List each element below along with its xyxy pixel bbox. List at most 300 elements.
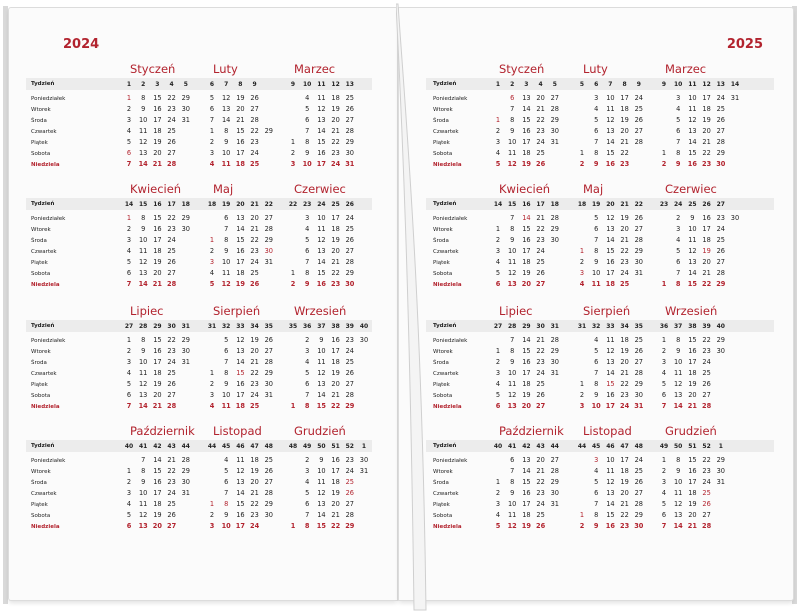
day-label-sobota: Sobota — [31, 271, 51, 277]
week-number: 38 — [688, 322, 697, 330]
calendar-day: 4 — [594, 105, 599, 113]
calendar-day: 27 — [167, 149, 176, 157]
calendar-day: 9 — [305, 149, 310, 157]
calendar-day: 13 — [673, 511, 683, 519]
calendar-day: 4 — [676, 236, 681, 244]
calendar-day: 6 — [305, 116, 310, 124]
week-label: Tydzień — [31, 443, 55, 449]
calendar-day: 10 — [221, 522, 231, 530]
calendar-day: 2 — [579, 522, 585, 530]
calendar-day: 11 — [688, 105, 697, 113]
day-label-sobota: Sobota — [31, 151, 51, 157]
day-label-poniedzia-ek: Poniedziałek — [31, 458, 66, 464]
calendar-day: 1 — [661, 456, 667, 464]
calendar-day: 25 — [536, 149, 545, 157]
calendar-day: 14 — [673, 402, 683, 410]
calendar-day: 21 — [620, 500, 629, 508]
calendar-day: 6 — [495, 402, 501, 410]
calendar-day: 30 — [716, 347, 725, 355]
week-number: 18 — [577, 200, 587, 208]
calendar-day: 26 — [716, 116, 725, 124]
day-label-czwartek: Czwartek — [433, 129, 459, 135]
month-title-styczen: Styczeń — [499, 62, 545, 76]
week-number: 12 — [702, 80, 711, 88]
week-number: 44 — [181, 442, 190, 450]
calendar-day: 31 — [730, 94, 740, 102]
day-label-niedziela: Niedziela — [433, 524, 462, 530]
calendar-day: 22 — [167, 214, 176, 222]
calendar-day: 1 — [579, 149, 585, 157]
calendar-day: 11 — [221, 402, 231, 410]
calendar-day: 22 — [620, 247, 629, 255]
calendar-day: 21 — [536, 467, 545, 475]
calendar-day: 4 — [495, 149, 501, 157]
week-number: 45 — [222, 442, 231, 450]
week-number: 24 — [317, 200, 326, 208]
calendar-day: 7 — [510, 105, 515, 113]
calendar-day: 15 — [236, 127, 245, 135]
calendar-day: 23 — [702, 467, 711, 475]
calendar-day: 21 — [620, 236, 629, 244]
calendar-day: 16 — [606, 391, 615, 399]
calendar-day: 7 — [305, 258, 310, 266]
calendar-day: 26 — [264, 336, 273, 344]
calendar-day: 9 — [304, 280, 310, 288]
calendar-day: 16 — [688, 467, 697, 475]
calendar-day: 9 — [594, 391, 599, 399]
calendar-day: 13 — [606, 225, 615, 233]
calendar-day: 28 — [716, 269, 725, 277]
month-title-maj: Maj — [213, 182, 234, 196]
calendar-day: 10 — [317, 467, 326, 475]
calendar-day: 18 — [620, 105, 629, 113]
week-number: 18 — [550, 200, 559, 208]
day-label-niedziela: Niedziela — [433, 404, 462, 410]
calendar-day: 20 — [620, 225, 629, 233]
day-label-niedziela: Niedziela — [31, 404, 60, 410]
week-number: 37 — [317, 322, 326, 330]
calendar-day: 11 — [317, 358, 326, 366]
calendar-day: 29 — [264, 500, 273, 508]
calendar-day: 28 — [702, 402, 712, 410]
month-title-styczen: Styczeń — [130, 62, 176, 76]
calendar-day: 12 — [317, 489, 326, 497]
calendar-day: 18 — [153, 500, 162, 508]
calendar-day: 20 — [688, 391, 697, 399]
calendar-day: 22 — [250, 500, 259, 508]
month-title-luty: Luty — [583, 62, 608, 76]
calendar-day: 18 — [250, 456, 259, 464]
calendar-day: 19 — [521, 522, 531, 530]
calendar-day: 6 — [676, 127, 681, 135]
calendar-day: 7 — [126, 280, 132, 288]
calendar-day: 16 — [153, 105, 162, 113]
calendar-day: 3 — [495, 369, 501, 377]
calendar-day: 24 — [620, 402, 630, 410]
calendar-day: 24 — [250, 391, 259, 399]
calendar-day: 26 — [167, 380, 176, 388]
calendar-day: 25 — [167, 500, 176, 508]
calendar-day: 20 — [620, 358, 629, 366]
calendar-day: 29 — [634, 247, 643, 255]
calendar-day: 19 — [688, 380, 697, 388]
calendar-day: 7 — [224, 225, 229, 233]
calendar-day: 23 — [702, 347, 711, 355]
calendar-day: 23 — [167, 347, 176, 355]
week-number: 19 — [592, 200, 601, 208]
calendar-day: 14 — [688, 269, 697, 277]
calendar-day: 24 — [536, 369, 545, 377]
week-number: 44 — [550, 442, 559, 450]
calendar-day: 21 — [620, 369, 629, 377]
day-label-piatek: Piątek — [433, 140, 450, 146]
week-number: 25 — [688, 200, 697, 208]
calendar-day: 28 — [167, 402, 177, 410]
calendar-day: 17 — [316, 160, 326, 168]
day-label-wtorek: Wtorek — [433, 107, 453, 113]
week-number: 18 — [181, 200, 190, 208]
calendar-day: 8 — [594, 380, 599, 388]
calendar-day: 6 — [495, 280, 501, 288]
week-number: 36 — [659, 322, 669, 330]
week-number: 23 — [303, 200, 312, 208]
calendar-day: 18 — [153, 369, 162, 377]
calendar-day: 4 — [126, 127, 132, 135]
calendar-day: 20 — [250, 478, 259, 486]
calendar-day: 23 — [250, 138, 259, 146]
month-title-wrzesien: Wrzesień — [294, 304, 347, 318]
calendar-day: 8 — [224, 369, 229, 377]
calendar-day: 5 — [305, 105, 310, 113]
calendar-day: 24 — [620, 269, 629, 277]
calendar-day: 21 — [152, 160, 162, 168]
calendar-day: 12 — [138, 138, 148, 146]
calendar-day: 6 — [305, 380, 310, 388]
calendar-day: 5 — [126, 258, 132, 266]
calendar-day: 22 — [702, 456, 711, 464]
calendar-day: 25 — [634, 336, 643, 344]
calendar-day: 6 — [209, 105, 215, 113]
week-number: 45 — [592, 442, 601, 450]
day-label-sroda: Środa — [31, 480, 47, 486]
calendar-day: 13 — [606, 489, 615, 497]
calendar-day: 24 — [345, 467, 354, 475]
week-number: 30 — [167, 322, 176, 330]
calendar-day: 3 — [305, 467, 310, 475]
week-number: 40 — [124, 442, 134, 450]
calendar-day: 21 — [250, 489, 259, 497]
calendar-day: 8 — [676, 149, 681, 157]
calendar-day: 2 — [495, 236, 501, 244]
week-number: 50 — [674, 442, 683, 450]
calendar-day: 14 — [138, 402, 148, 410]
calendar-day: 25 — [250, 160, 260, 168]
week-number: 11 — [688, 80, 697, 88]
calendar-day: 5 — [495, 269, 501, 277]
calendar-day: 14 — [522, 105, 531, 113]
calendar-day: 21 — [152, 280, 162, 288]
calendar-day: 25 — [250, 402, 260, 410]
calendar-day: 16 — [606, 258, 615, 266]
calendar-day: 10 — [591, 269, 601, 277]
week-number: 48 — [634, 442, 643, 450]
calendar-day: 15 — [606, 511, 615, 519]
week-number: 35 — [634, 322, 643, 330]
calendar-day: 30 — [181, 105, 190, 113]
calendar-day: 1 — [290, 402, 296, 410]
bookmark-ribbon[interactable] — [396, 0, 430, 614]
calendar-day: 24 — [167, 489, 176, 497]
calendar-day: 22 — [331, 402, 341, 410]
calendar-day: 8 — [676, 336, 681, 344]
calendar-day: 2 — [676, 214, 681, 222]
day-label-czwartek: Czwartek — [31, 491, 57, 497]
calendar-day: 5 — [661, 380, 667, 388]
week-number: 15 — [139, 200, 148, 208]
week-number: 41 — [139, 442, 148, 450]
calendar-day: 13 — [236, 478, 245, 486]
quarter-1 — [9, 60, 397, 178]
calendar-day: 31 — [550, 138, 559, 146]
week-number: 31 — [550, 322, 559, 330]
calendar-day: 16 — [331, 336, 340, 344]
calendar-day: 19 — [620, 214, 629, 222]
calendar-day: 18 — [235, 160, 245, 168]
calendar-day: 9 — [319, 456, 324, 464]
calendar-day: 29 — [550, 478, 559, 486]
week-number: 5 — [552, 80, 557, 88]
calendar-day: 5 — [126, 138, 132, 146]
calendar-day: 4 — [661, 489, 667, 497]
calendar-day: 10 — [138, 236, 148, 244]
calendar-day: 1 — [290, 269, 296, 277]
calendar-day: 11 — [507, 149, 517, 157]
calendar-day: 25 — [702, 369, 711, 377]
calendar-day: 19 — [702, 116, 711, 124]
calendar-day: 4 — [305, 225, 310, 233]
calendar-day: 27 — [345, 380, 354, 388]
calendar-day: 9 — [224, 138, 229, 146]
calendar-day: 15 — [522, 116, 531, 124]
calendar-day: 21 — [536, 105, 545, 113]
calendar-day: 26 — [167, 138, 176, 146]
calendar-day: 14 — [138, 160, 148, 168]
calendar-day: 29 — [716, 149, 725, 157]
day-label-wtorek: Wtorek — [31, 469, 51, 475]
calendar-day: 20 — [702, 258, 711, 266]
calendar-day: 10 — [507, 500, 517, 508]
week-number: 9 — [290, 80, 296, 88]
calendar-day: 27 — [250, 105, 259, 113]
calendar-day: 20 — [521, 280, 531, 288]
calendar-day: 3 — [495, 500, 501, 508]
calendar-day: 26 — [345, 489, 354, 497]
calendar-day: 24 — [536, 500, 545, 508]
calendar-day: 5 — [305, 489, 310, 497]
calendar-day: 15 — [522, 225, 531, 233]
calendar-day: 16 — [331, 456, 340, 464]
calendar-day: 29 — [550, 347, 559, 355]
calendar-day: 30 — [359, 336, 369, 344]
calendar-day: 24 — [167, 116, 176, 124]
week-number: 21 — [250, 200, 259, 208]
calendar-day: 20 — [331, 500, 340, 508]
calendar-day: 23 — [167, 105, 176, 113]
calendar-day: 18 — [153, 127, 162, 135]
calendar-day: 3 — [661, 358, 667, 366]
calendar-day: 15 — [153, 336, 162, 344]
calendar-day: 3 — [126, 236, 132, 244]
calendar-day: 17 — [605, 402, 615, 410]
calendar-day: 7 — [510, 336, 515, 344]
day-label-sroda: Środa — [433, 480, 449, 486]
calendar-day: 27 — [702, 511, 711, 519]
calendar-day: 10 — [138, 489, 148, 497]
calendar-day: 21 — [687, 402, 697, 410]
calendar-day: 3 — [290, 160, 296, 168]
calendar-day: 21 — [702, 138, 711, 146]
calendar-day: 14 — [221, 116, 231, 124]
calendar-day: 21 — [687, 522, 697, 530]
calendar-day: 2 — [305, 336, 310, 344]
calendar-day: 17 — [702, 225, 711, 233]
day-label-poniedzia-ek: Poniedziałek — [31, 216, 66, 222]
calendar-day: 1 — [290, 522, 296, 530]
calendar-day: 17 — [331, 467, 340, 475]
calendar-day: 28 — [264, 489, 273, 497]
calendar-day: 15 — [687, 280, 697, 288]
quarter-4 — [9, 422, 397, 540]
week-number: 37 — [674, 322, 683, 330]
calendar-day: 25 — [250, 269, 259, 277]
calendar-day: 17 — [153, 236, 162, 244]
calendar-day: 27 — [634, 127, 643, 135]
calendar-day: 15 — [236, 236, 245, 244]
day-label-piatek: Piątek — [31, 260, 48, 266]
calendar-day: 28 — [550, 214, 559, 222]
calendar-day: 11 — [606, 336, 615, 344]
calendar-day: 23 — [702, 160, 712, 168]
calendar-day: 26 — [702, 380, 711, 388]
calendar-day: 3 — [209, 391, 215, 399]
calendar-day: 9 — [676, 347, 681, 355]
calendar-day: 26 — [536, 269, 545, 277]
calendar-day: 20 — [331, 116, 340, 124]
calendar-day: 25 — [536, 511, 545, 519]
calendar-day: 11 — [138, 500, 148, 508]
calendar-day: 12 — [507, 160, 517, 168]
calendar-day: 12 — [606, 214, 615, 222]
calendar-day: 11 — [138, 247, 148, 255]
week-number: 10 — [303, 80, 312, 88]
calendar-day: 4 — [224, 456, 229, 464]
calendar-day: 22 — [167, 467, 176, 475]
calendar-day: 5 — [224, 467, 229, 475]
calendar-day: 1 — [126, 214, 132, 222]
calendar-day: 6 — [510, 94, 515, 102]
calendar-day: 8 — [141, 336, 146, 344]
calendar-day: 14 — [317, 258, 326, 266]
calendar-day: 18 — [331, 478, 340, 486]
calendar-day: 5 — [305, 369, 310, 377]
month-title-pazdziernik: Październik — [130, 424, 195, 438]
calendar-day: 13 — [236, 214, 245, 222]
calendar-day: 18 — [153, 247, 162, 255]
calendar-day: 19 — [522, 391, 531, 399]
calendar-day: 19 — [331, 489, 340, 497]
calendar-day: 10 — [688, 94, 697, 102]
calendar-day: 27 — [716, 258, 725, 266]
calendar-day: 19 — [153, 258, 162, 266]
calendar-day: 29 — [345, 402, 355, 410]
calendar-day: 2 — [209, 247, 215, 255]
calendar-day: 8 — [141, 214, 146, 222]
calendar-day: 14 — [236, 358, 245, 366]
calendar-day: 19 — [522, 269, 531, 277]
calendar-day: 5 — [495, 160, 501, 168]
calendar-day: 28 — [345, 391, 354, 399]
calendar-day: 19 — [620, 347, 629, 355]
calendar-day: 24 — [634, 456, 643, 464]
calendar-day: 2 — [661, 347, 667, 355]
calendar-day: 25 — [634, 105, 643, 113]
calendar-day: 2 — [209, 138, 215, 146]
calendar-day: 30 — [264, 511, 273, 519]
week-number: 34 — [250, 322, 259, 330]
calendar-day: 28 — [264, 358, 273, 366]
calendar-day: 20 — [250, 347, 259, 355]
day-label-wtorek: Wtorek — [31, 107, 51, 113]
calendar-day: 21 — [331, 127, 340, 135]
calendar-day: 17 — [688, 358, 697, 366]
week-number: 18 — [207, 200, 217, 208]
calendar-day: 20 — [702, 127, 711, 135]
calendar-day: 1 — [579, 247, 585, 255]
calendar-day: 19 — [153, 380, 162, 388]
calendar-day: 29 — [716, 280, 726, 288]
calendar-day: 31 — [634, 269, 643, 277]
calendar-day: 25 — [345, 478, 354, 486]
calendar-day: 17 — [236, 258, 245, 266]
calendar-day: 27 — [634, 225, 643, 233]
calendar-day: 24 — [331, 160, 341, 168]
week-number: 36 — [303, 322, 312, 330]
calendar-day: 19 — [250, 467, 259, 475]
calendar-day: 4 — [495, 511, 501, 519]
calendar-day: 8 — [224, 236, 229, 244]
calendar-day: 22 — [250, 236, 259, 244]
calendar-day: 4 — [305, 94, 310, 102]
calendar-day: 6 — [126, 149, 132, 157]
calendar-day: 19 — [521, 160, 531, 168]
calendar-day: 29 — [716, 456, 725, 464]
calendar-day: 10 — [507, 138, 517, 146]
calendar-day: 25 — [167, 127, 176, 135]
calendar-day: 31 — [716, 478, 725, 486]
calendar-day: 6 — [676, 258, 681, 266]
month-title-luty: Luty — [213, 62, 238, 76]
week-number: 28 — [139, 322, 148, 330]
calendar-day: 20 — [153, 149, 162, 157]
calendar-day: 23 — [620, 522, 630, 530]
day-label-niedziela: Niedziela — [31, 162, 60, 168]
calendar-day: 15 — [688, 336, 697, 344]
calendar-day: 22 — [536, 225, 545, 233]
calendar-day: 8 — [510, 347, 515, 355]
calendar-day: 13 — [317, 500, 326, 508]
calendar-day: 6 — [594, 489, 599, 497]
calendar-day: 26 — [250, 94, 259, 102]
